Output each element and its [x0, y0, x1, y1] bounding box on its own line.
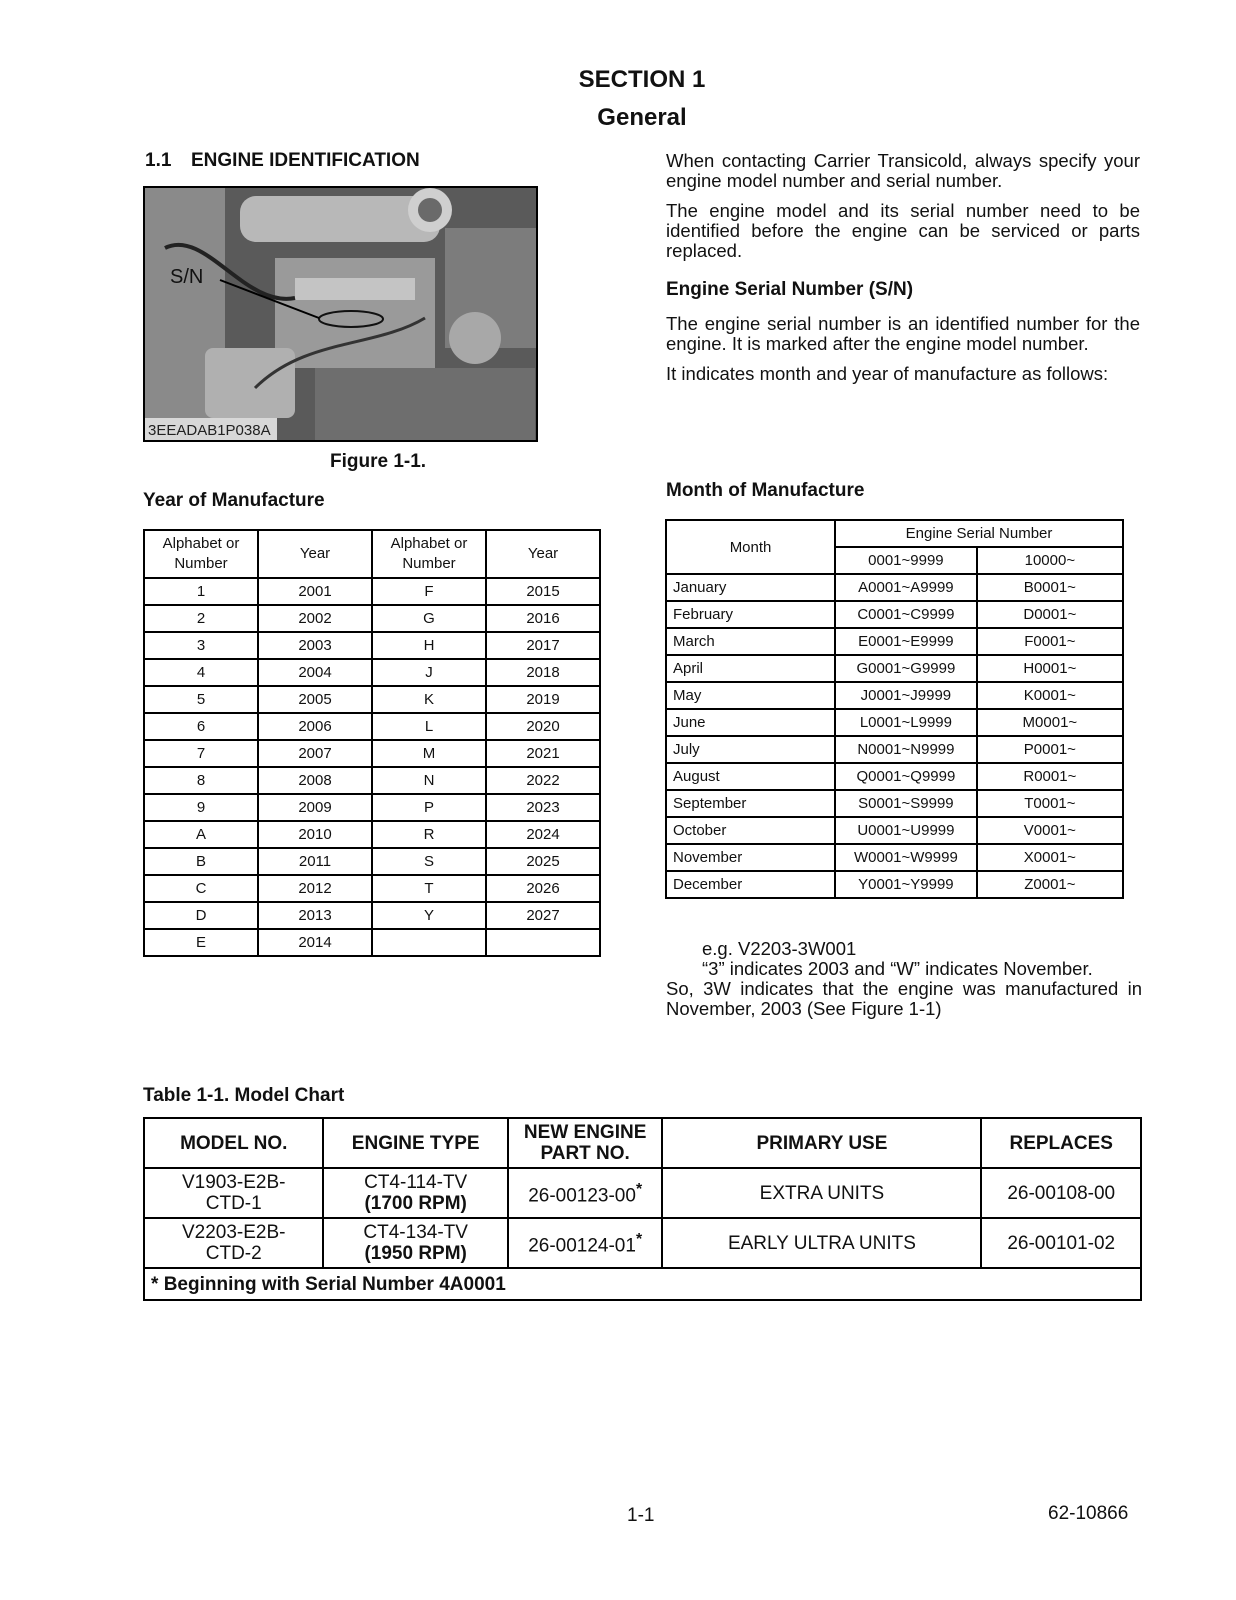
table-cell: S0001~S9999 — [835, 790, 977, 817]
replaces-part: 26-00101-02 — [981, 1218, 1141, 1268]
document-number: 62-10866 — [1048, 1503, 1129, 1524]
example-line-2: “3” indicates 2003 and “W” indicates November. — [702, 958, 1093, 979]
table-row — [666, 763, 1123, 790]
month-of-manufacture-table — [665, 519, 1124, 899]
engine-type — [323, 1218, 507, 1268]
model-number-line-2: CTD-2 — [205, 1243, 262, 1264]
table-cell: June — [666, 709, 835, 736]
table-row — [144, 794, 600, 821]
year-table-header-row — [144, 530, 600, 578]
table-cell: 2014 — [258, 929, 372, 956]
table-cell — [486, 929, 600, 956]
table-row — [666, 574, 1123, 601]
table-cell: J0001~J9999 — [835, 682, 977, 709]
table-row — [144, 767, 600, 794]
section-title: SECTION 1 — [578, 66, 706, 93]
model-row — [144, 1218, 1141, 1268]
table-row — [666, 736, 1123, 763]
table-row — [666, 709, 1123, 736]
year-table-body — [144, 578, 600, 956]
table-cell: M0001~ — [977, 709, 1123, 736]
table-cell: F — [372, 578, 486, 605]
table-cell: B — [144, 848, 258, 875]
month-table-body — [666, 574, 1123, 898]
serial-month-note: It indicates month and year of manufacture as follows: — [666, 363, 1109, 384]
footnote-mark: * — [635, 1181, 643, 1199]
col-range-b: 10000~ — [977, 547, 1123, 574]
table-cell: L0001~L9999 — [835, 709, 977, 736]
table-cell: 7 — [144, 740, 258, 767]
table-cell: Y0001~Y9999 — [835, 871, 977, 898]
primary-use: EARLY ULTRA UNITS — [662, 1218, 981, 1268]
table-cell: K0001~ — [977, 682, 1123, 709]
table-cell: H0001~ — [977, 655, 1123, 682]
col-month: Month — [666, 520, 835, 574]
table-cell: December — [666, 871, 835, 898]
table-cell: 8 — [144, 767, 258, 794]
year-of-manufacture-table — [143, 529, 601, 957]
engine-type-line-1: CT4-114-TV — [364, 1172, 468, 1193]
table-cell: May — [666, 682, 835, 709]
table-cell: October — [666, 817, 835, 844]
table-row — [144, 632, 600, 659]
table-cell: A0001~A9999 — [835, 574, 977, 601]
table-row — [144, 875, 600, 902]
col-alphabet-1: Alphabet or Number — [144, 530, 258, 578]
table-row — [144, 686, 600, 713]
engine-illustration — [145, 188, 536, 440]
table-cell: 2009 — [258, 794, 372, 821]
table-row — [144, 848, 600, 875]
table-cell: 2022 — [486, 767, 600, 794]
table-cell: P0001~ — [977, 736, 1123, 763]
primary-use: EXTRA UNITS — [662, 1168, 981, 1218]
year-table-heading: Year of Manufacture — [143, 490, 325, 511]
table-row — [666, 682, 1123, 709]
engine-identification-heading — [145, 150, 420, 172]
table-cell: E — [144, 929, 258, 956]
table-cell: G — [372, 605, 486, 632]
table-cell: 2005 — [258, 686, 372, 713]
note-text: Beginning with Serial Number 4A0001 — [163, 1273, 506, 1295]
table-cell: T0001~ — [977, 790, 1123, 817]
table-row — [144, 821, 600, 848]
model-number-line-2: CTD-1 — [205, 1193, 262, 1214]
heading-number: 1.1 — [145, 150, 172, 171]
col-serial-group: Engine Serial Number — [835, 520, 1123, 547]
table-cell: 2001 — [258, 578, 372, 605]
table-cell: 4 — [144, 659, 258, 686]
table-cell: 2016 — [486, 605, 600, 632]
table-cell: July — [666, 736, 835, 763]
table-cell: R0001~ — [977, 763, 1123, 790]
model-chart-note — [144, 1268, 1141, 1300]
table-row — [666, 844, 1123, 871]
new-part-number — [508, 1218, 663, 1268]
table-cell: S — [372, 848, 486, 875]
table-row — [666, 601, 1123, 628]
table-cell: 2011 — [258, 848, 372, 875]
table-cell: 6 — [144, 713, 258, 740]
note-mark: * — [151, 1273, 159, 1295]
new-part-number — [508, 1168, 663, 1218]
engine-rpm: (1950 RPM) — [364, 1243, 467, 1264]
table-cell: April — [666, 655, 835, 682]
heading-text: ENGINE IDENTIFICATION — [191, 150, 420, 171]
col-alphabet-2: Alphabet or Number — [372, 530, 486, 578]
col-year-2: Year — [486, 530, 600, 578]
sn-label: S/N — [170, 266, 204, 288]
col-new-part-line-1: NEW ENGINE — [523, 1122, 647, 1143]
table-row — [144, 605, 600, 632]
table-cell: 2018 — [486, 659, 600, 686]
table-cell: N — [372, 767, 486, 794]
table-cell: February — [666, 601, 835, 628]
table-cell: J — [372, 659, 486, 686]
footnote-mark: * — [635, 1231, 643, 1249]
table-cell: X0001~ — [977, 844, 1123, 871]
table-cell: 2019 — [486, 686, 600, 713]
part-number-text: 26-00123-00 — [528, 1185, 636, 1207]
col-engine-type: ENGINE TYPE — [323, 1118, 507, 1168]
table-cell: August — [666, 763, 835, 790]
table-cell: 5 — [144, 686, 258, 713]
table-cell: 2002 — [258, 605, 372, 632]
table-cell: 2006 — [258, 713, 372, 740]
section-subtitle: General — [597, 104, 687, 131]
table-row — [666, 871, 1123, 898]
table-cell: 2027 — [486, 902, 600, 929]
col-model-no: MODEL NO. — [144, 1118, 323, 1168]
col-range-a: 0001~9999 — [835, 547, 977, 574]
table-row — [666, 655, 1123, 682]
engine-rpm: (1700 RPM) — [364, 1193, 467, 1214]
month-table-header-row — [666, 520, 1123, 547]
table-cell: 2008 — [258, 767, 372, 794]
model-number — [144, 1218, 323, 1268]
table-cell: P — [372, 794, 486, 821]
table-cell: 2021 — [486, 740, 600, 767]
table-cell: V0001~ — [977, 817, 1123, 844]
table-row — [144, 902, 600, 929]
photo-code: 3EEADAB1P038A — [148, 422, 271, 439]
contact-paragraph: When contacting Carrier Transicold, always specify your engine model number and serial number. — [666, 150, 1140, 191]
table-cell: E0001~E9999 — [835, 628, 977, 655]
col-replaces: REPLACES — [981, 1118, 1141, 1168]
table-cell: C — [144, 875, 258, 902]
model-chart-table — [143, 1117, 1142, 1301]
table-cell: March — [666, 628, 835, 655]
serial-number-heading: Engine Serial Number (S/N) — [666, 279, 914, 300]
model-number-line-1: V2203-E2B- — [181, 1222, 286, 1243]
example-line-3: So, 3W indicates that the engine was manufactured in November, 2003 (See Figure 1-1) — [666, 978, 1142, 1019]
model-chart-body — [144, 1168, 1141, 1300]
example-line-1: e.g. V2203-3W001 — [702, 938, 857, 959]
model-chart-header-row — [144, 1118, 1141, 1168]
table-cell: 2025 — [486, 848, 600, 875]
identify-paragraph: The engine model and its serial number need to be identified before the engine can be serviced or parts replaced. — [666, 200, 1140, 261]
table-cell: N0001~N9999 — [835, 736, 977, 763]
figure-caption: Figure 1-1. — [330, 451, 427, 472]
table-cell: K — [372, 686, 486, 713]
table-cell: 2020 — [486, 713, 600, 740]
engine-photo — [143, 186, 538, 442]
table-cell: H — [372, 632, 486, 659]
table-cell: 2010 — [258, 821, 372, 848]
col-year-1: Year — [258, 530, 372, 578]
table-cell: 3 — [144, 632, 258, 659]
table-cell: 2015 — [486, 578, 600, 605]
table-cell: U0001~U9999 — [835, 817, 977, 844]
table-row — [144, 713, 600, 740]
table-row — [666, 628, 1123, 655]
table-cell: 1 — [144, 578, 258, 605]
engine-type-line-1: CT4-134-TV — [363, 1222, 468, 1243]
table-cell: January — [666, 574, 835, 601]
replaces-part: 26-00108-00 — [981, 1168, 1141, 1218]
table-cell: 2004 — [258, 659, 372, 686]
table-cell — [372, 929, 486, 956]
table-row — [666, 790, 1123, 817]
table-cell: Q0001~Q9999 — [835, 763, 977, 790]
part-number-text: 26-00124-01 — [528, 1235, 636, 1257]
table-cell: 2024 — [486, 821, 600, 848]
serial-number-description: The engine serial number is an identified number for the engine. It is marked after the engine model number. — [666, 313, 1140, 354]
table-cell: F0001~ — [977, 628, 1123, 655]
col-primary-use: PRIMARY USE — [662, 1118, 981, 1168]
table-cell: 2003 — [258, 632, 372, 659]
table-cell: 2 — [144, 605, 258, 632]
table-cell: 2012 — [258, 875, 372, 902]
model-number — [144, 1168, 323, 1218]
model-number-line-1: V1903-E2B- — [181, 1172, 286, 1193]
table-cell: W0001~W9999 — [835, 844, 977, 871]
table-cell: November — [666, 844, 835, 871]
table-cell: M — [372, 740, 486, 767]
table-row — [144, 740, 600, 767]
table-row — [666, 817, 1123, 844]
table-cell: September — [666, 790, 835, 817]
table-cell: L — [372, 713, 486, 740]
table-cell: C0001~C9999 — [835, 601, 977, 628]
table-row — [144, 929, 600, 956]
model-chart-title: Table 1-1. Model Chart — [143, 1085, 345, 1106]
table-cell: Y — [372, 902, 486, 929]
table-cell: 9 — [144, 794, 258, 821]
table-cell: 2026 — [486, 875, 600, 902]
table-cell: 2013 — [258, 902, 372, 929]
month-table-heading: Month of Manufacture — [666, 480, 865, 501]
table-cell: D0001~ — [977, 601, 1123, 628]
col-new-part-line-2: PART NO. — [540, 1143, 630, 1164]
table-cell: 2007 — [258, 740, 372, 767]
table-cell: Z0001~ — [977, 871, 1123, 898]
table-row — [144, 659, 600, 686]
model-chart-note-row — [144, 1268, 1141, 1300]
table-cell: 2023 — [486, 794, 600, 821]
table-cell: T — [372, 875, 486, 902]
table-row — [144, 578, 600, 605]
model-row — [144, 1168, 1141, 1218]
col-new-part-no — [508, 1118, 663, 1168]
table-cell: 2017 — [486, 632, 600, 659]
table-cell: D — [144, 902, 258, 929]
table-cell: B0001~ — [977, 574, 1123, 601]
table-cell: R — [372, 821, 486, 848]
engine-type — [323, 1168, 507, 1218]
page-number: 1-1 — [627, 1505, 655, 1526]
table-cell: A — [144, 821, 258, 848]
table-cell: G0001~G9999 — [835, 655, 977, 682]
